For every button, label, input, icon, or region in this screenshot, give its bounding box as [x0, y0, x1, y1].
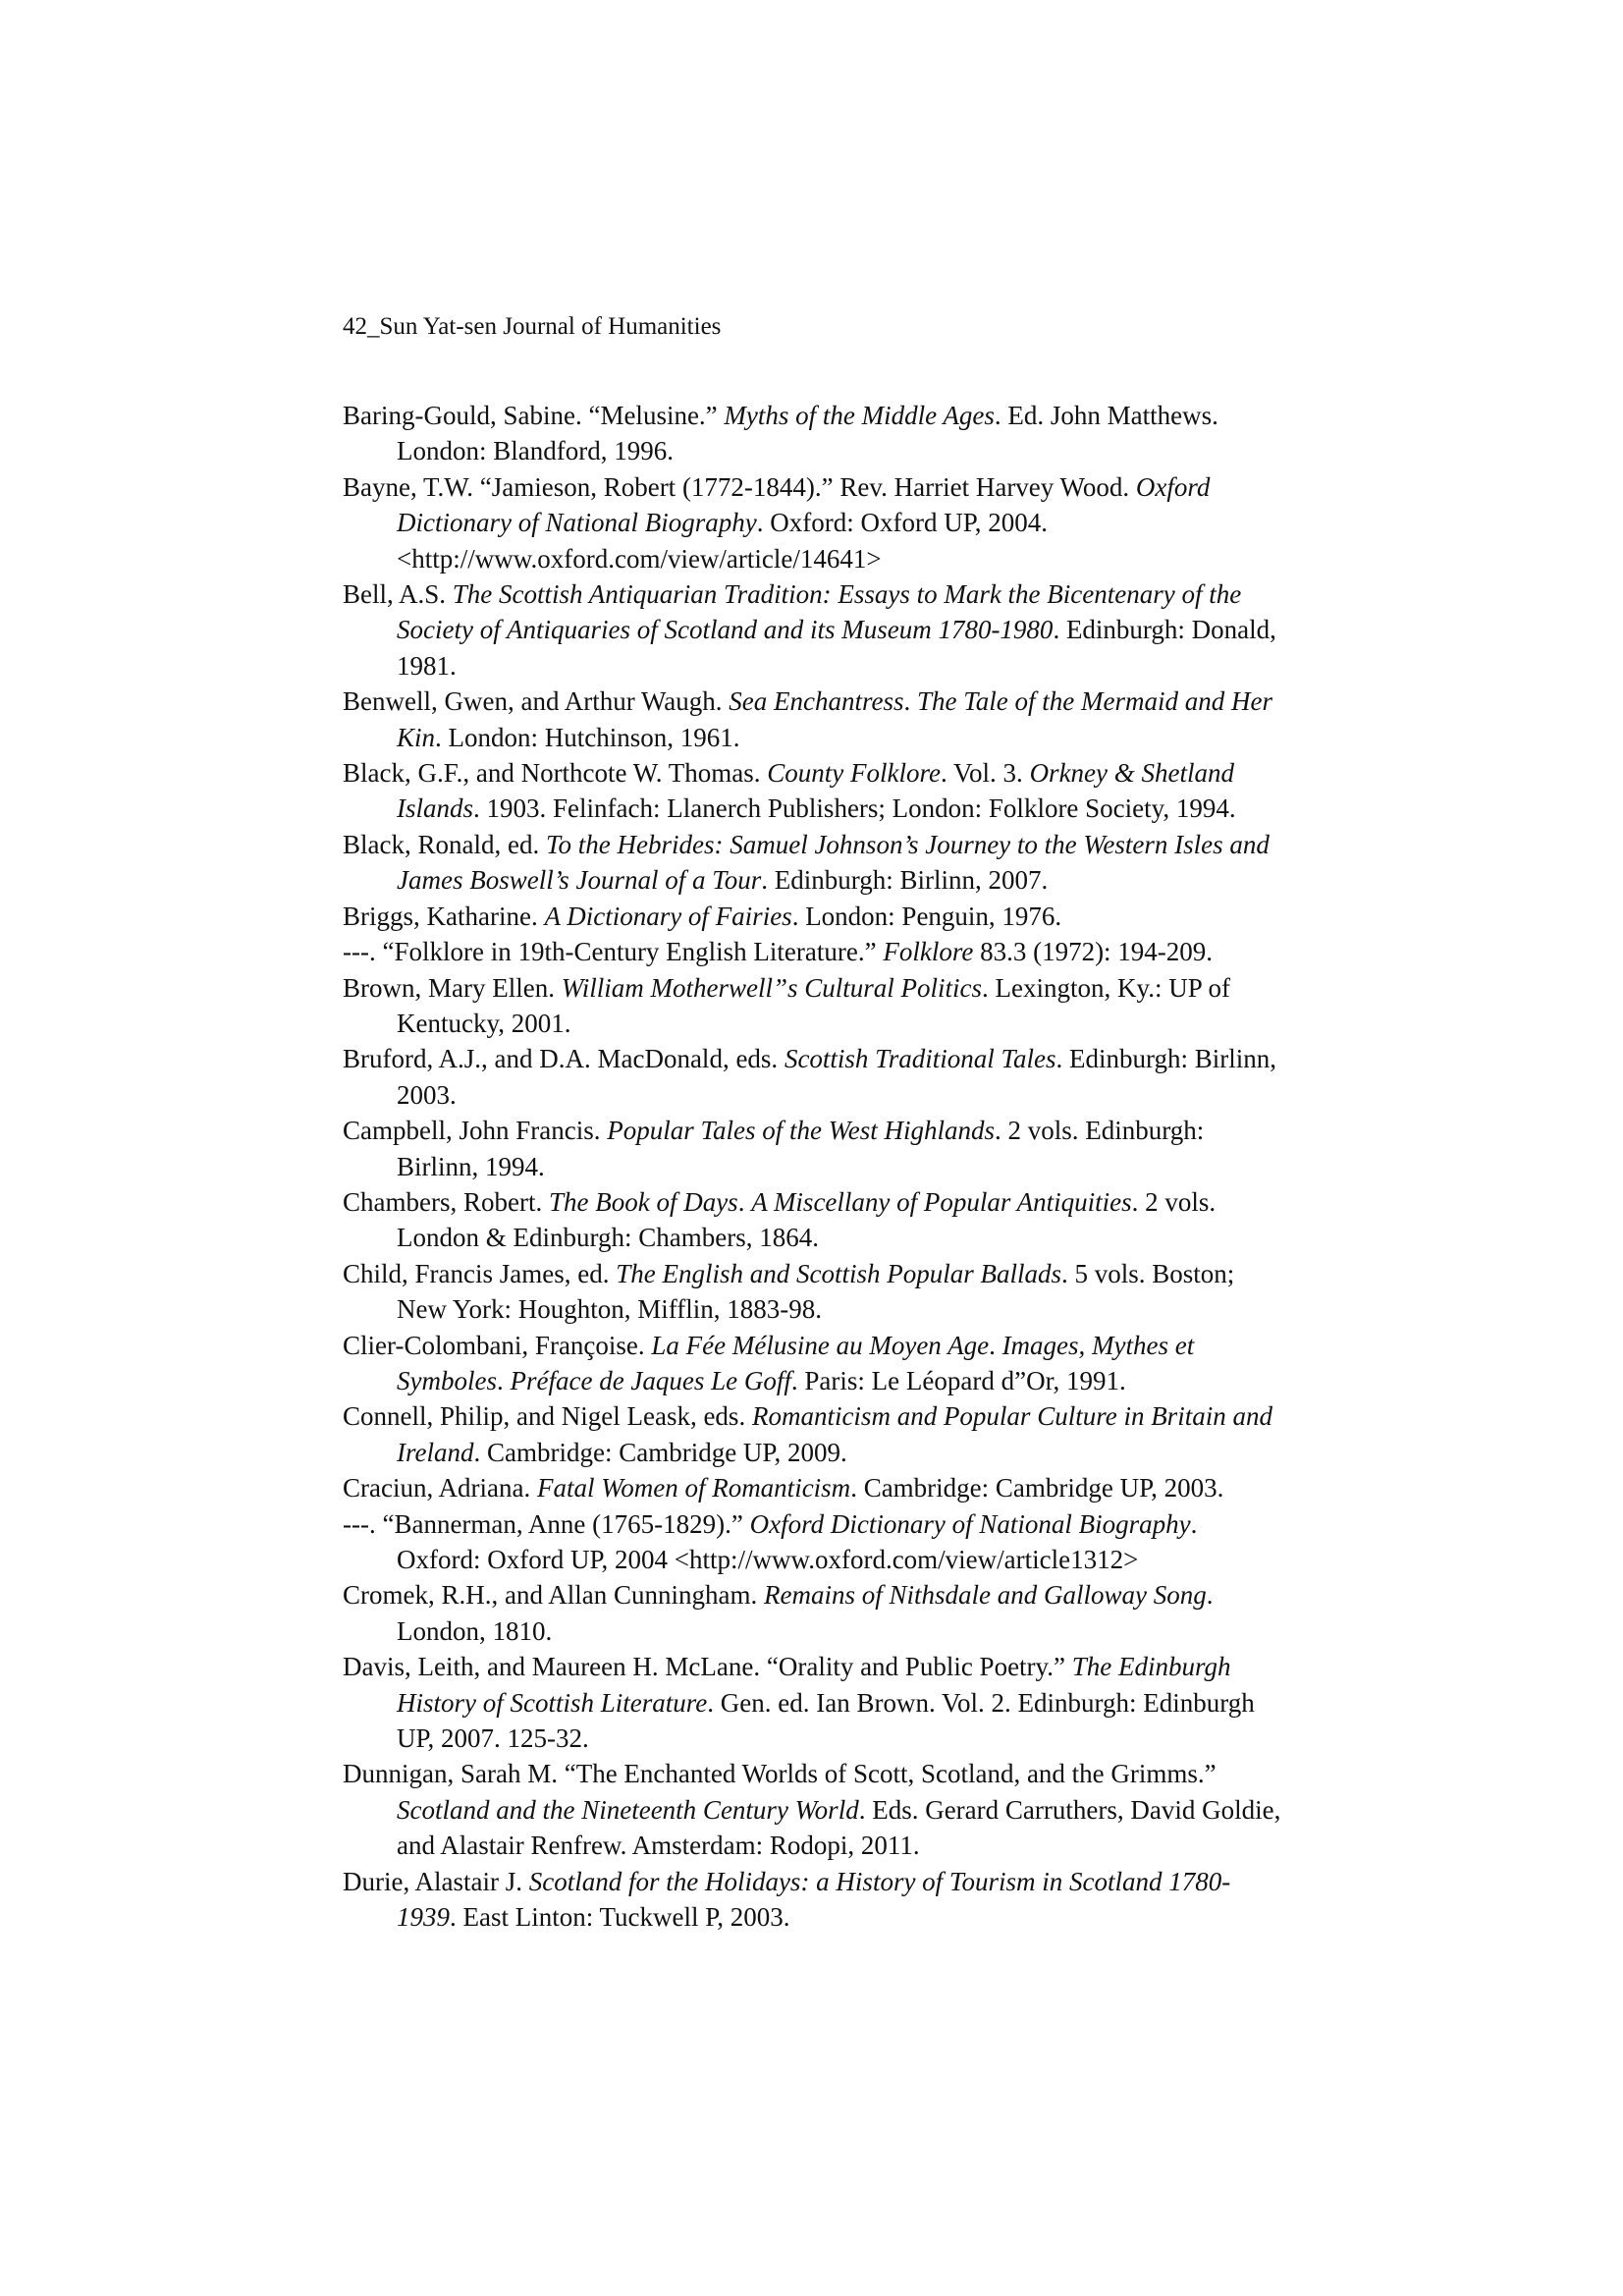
reference-entry: [343, 1506, 1285, 1578]
reference-title: Myths of the Middle Ages: [724, 401, 995, 430]
reference-text: . 2 vols. Edinburgh: Birlinn, 1994.: [397, 1116, 1205, 1181]
reference-title: County Folklore: [767, 758, 942, 789]
reference-title: Oxford Dictionary of National Biography: [749, 1508, 1191, 1539]
reference-text: ---. “Folklore in 19th-Century English Literature.”: [343, 937, 884, 967]
reference-title: Popular Tales of the West Highlands: [607, 1116, 996, 1146]
reference-title: The Edinburgh History of Scottish Literature: [397, 1652, 1231, 1718]
reference-text: . Paris: Le Léopard d”Or, 1991.: [790, 1365, 1126, 1395]
reference-text: . London: Penguin, 1976.: [791, 901, 1062, 931]
reference-title: Orkney & Shetland Islands: [397, 758, 1235, 824]
reference-text: . 1903. Felinfach: Llanerch Publishers; London: Folklore Society, 1994.: [473, 793, 1236, 824]
reference-entry: [343, 1577, 1285, 1649]
reference-text: ---. “Bannerman, Anne (1765-1829).”: [343, 1508, 750, 1539]
reference-text: 83.3 (1972): 194-209.: [973, 937, 1214, 967]
reference-text: Bayne, T.W. “Jamieson, Robert (1772-1844).” Rev. Harriet Harvey Wood.: [343, 471, 1136, 502]
reference-title: Sea Enchantress: [729, 686, 904, 717]
reference-text: . East Linton: Tuckwell P, 2003.: [450, 1902, 790, 1933]
reference-title: William Motherwell”s Cultural Politics: [561, 972, 982, 1003]
reference-title: A Miscellany of Popular Antiquities: [751, 1186, 1132, 1217]
reference-entry: [343, 1328, 1285, 1399]
reference-title: The Book of Days: [548, 1186, 738, 1217]
reference-text: Child, Francis James, ed.: [343, 1258, 617, 1288]
reference-entry: [343, 576, 1285, 683]
reference-title: The English and Scottish Popular Ballads: [616, 1258, 1061, 1288]
reference-text: . Cambridge: Cambridge UP, 2009.: [473, 1437, 847, 1467]
reference-title: Scottish Traditional Tales: [784, 1044, 1056, 1074]
reference-title: Scotland and the Nineteenth Century World: [397, 1794, 859, 1825]
reference-text: .: [989, 1330, 1002, 1360]
reference-text: Briggs, Katharine.: [343, 901, 545, 931]
reference-entry: [343, 1256, 1285, 1328]
reference-entry: [343, 1113, 1285, 1184]
reference-text: Bruford, A.J., and D.A. MacDonald, eds.: [343, 1044, 784, 1074]
reference-text: .: [737, 1186, 752, 1217]
reference-text: .: [903, 686, 917, 717]
reference-text: . Edinburgh: Birlinn, 2003.: [397, 1044, 1277, 1110]
reference-text: Bell, A.S.: [343, 579, 453, 610]
reference-text: . Oxford: Oxford UP, 2004. <http://www.oxford.com/view/article/14641>: [397, 508, 1048, 574]
reference-text: . 2 vols. London & Edinburgh: Chambers, 1864.: [397, 1186, 1217, 1253]
reference-text: . Edinburgh: Donald, 1981.: [397, 615, 1276, 681]
reference-text: Black, G.F., and Northcote W. Thomas.: [343, 758, 768, 789]
reference-text: .: [496, 1365, 511, 1395]
reference-entry: [343, 1398, 1285, 1470]
reference-entry: [343, 1864, 1285, 1936]
reference-text: Campbell, John Francis.: [343, 1116, 608, 1146]
reference-entry: [343, 755, 1285, 827]
reference-title: To the Hebrides: Samuel Johnson’s Journey to the Western Isles and James Boswell’s Journal of a Tour: [397, 829, 1270, 896]
reference-title: A Dictionary of Fairies: [544, 901, 792, 931]
reference-title: The Tale of the Mermaid and Her Kin: [397, 686, 1272, 752]
reference-entry: [343, 827, 1285, 899]
reference-text: Clier-Colombani, Françoise.: [343, 1330, 652, 1360]
reference-text: Baring-Gould, Sabine. “Melusine.”: [343, 401, 725, 430]
reference-text: . Vol. 3.: [941, 758, 1030, 789]
reference-title: Fatal Women of Romanticism: [536, 1473, 851, 1503]
reference-entry: [343, 683, 1285, 755]
reference-text: . Oxford: Oxford UP, 2004 <http://www.oxford.com/view/article1312>: [397, 1508, 1198, 1574]
reference-entry: [343, 1470, 1285, 1505]
reference-text: . Ed. John Matthews. London: Blandford, 1996.: [397, 401, 1218, 466]
reference-entry: [343, 1756, 1285, 1863]
reference-text: Cromek, R.H., and Allan Cunningham.: [343, 1580, 764, 1611]
reference-entry: [343, 398, 1285, 469]
reference-text: . Gen. ed. Ian Brown. Vol. 2. Edinburgh: Edinburgh UP, 2007. 125-32.: [397, 1687, 1255, 1754]
reference-entry: [343, 899, 1285, 934]
reference-text: . Edinburgh: Birlinn, 2007.: [761, 865, 1049, 896]
reference-text: . London: Hutchinson, 1961.: [435, 722, 740, 752]
reference-text: Craciun, Adriana.: [343, 1473, 537, 1503]
reference-title: Romanticism and Popular Culture in Britain and Ireland: [397, 1401, 1272, 1467]
reference-text: Benwell, Gwen, and Arthur Waugh.: [343, 686, 730, 717]
reference-entry: [343, 1649, 1285, 1756]
reference-title: Préface de Jaques Le Goff: [510, 1365, 791, 1395]
reference-title: Images, Mythes et Symboles: [397, 1330, 1195, 1395]
reference-text: . London, 1810.: [397, 1580, 1214, 1646]
reference-text: . Eds. Gerard Carruthers, David Goldie, and Alastair Renfrew. Amsterdam: Rodopi, 2011.: [397, 1794, 1281, 1861]
reference-title: Remains of Nithsdale and Galloway Song: [763, 1580, 1207, 1611]
reference-text: . Cambridge: Cambridge UP, 2003.: [850, 1473, 1224, 1503]
reference-text: Connell, Philip, and Nigel Leask, eds.: [343, 1401, 752, 1432]
reference-text: Davis, Leith, and Maureen H. McLane. “Orality and Public Poetry.”: [343, 1652, 1072, 1682]
reference-text: Chambers, Robert.: [343, 1186, 549, 1217]
reference-list: [343, 398, 1285, 1935]
reference-title: La Fée Mélusine au Moyen Age: [651, 1330, 990, 1360]
reference-entry: [343, 934, 1285, 969]
reference-text: Durie, Alastair J.: [343, 1866, 529, 1896]
reference-title: Scotland for the Holidays: a History of Tourism in Scotland 1780-1939: [397, 1866, 1231, 1933]
reference-title: Oxford Dictionary of National Biography: [397, 471, 1211, 538]
reference-entry: [343, 1184, 1285, 1256]
reference-text: . 5 vols. Boston; New York: Houghton, Mifflin, 1883-98.: [397, 1258, 1235, 1325]
reference-text: Brown, Mary Ellen.: [343, 972, 562, 1003]
running-head: 42_Sun Yat-sen Journal of Humanities: [343, 313, 722, 340]
reference-text: . Lexington, Ky.: UP of Kentucky, 2001.: [397, 972, 1230, 1038]
reference-text: Black, Ronald, ed.: [343, 829, 546, 859]
reference-title: The Scottish Antiquarian Tradition: Essays to Mark the Bicentenary of the Society of Antiquaries of Scotland and its Museum 1780-1980: [397, 579, 1242, 645]
reference-title: Folklore: [883, 937, 974, 967]
reference-entry: [343, 469, 1285, 576]
reference-entry: [343, 1041, 1285, 1113]
reference-entry: [343, 970, 1285, 1042]
reference-text: Dunnigan, Sarah M. “The Enchanted Worlds of Scott, Scotland, and the Grimms.”: [343, 1759, 1217, 1789]
